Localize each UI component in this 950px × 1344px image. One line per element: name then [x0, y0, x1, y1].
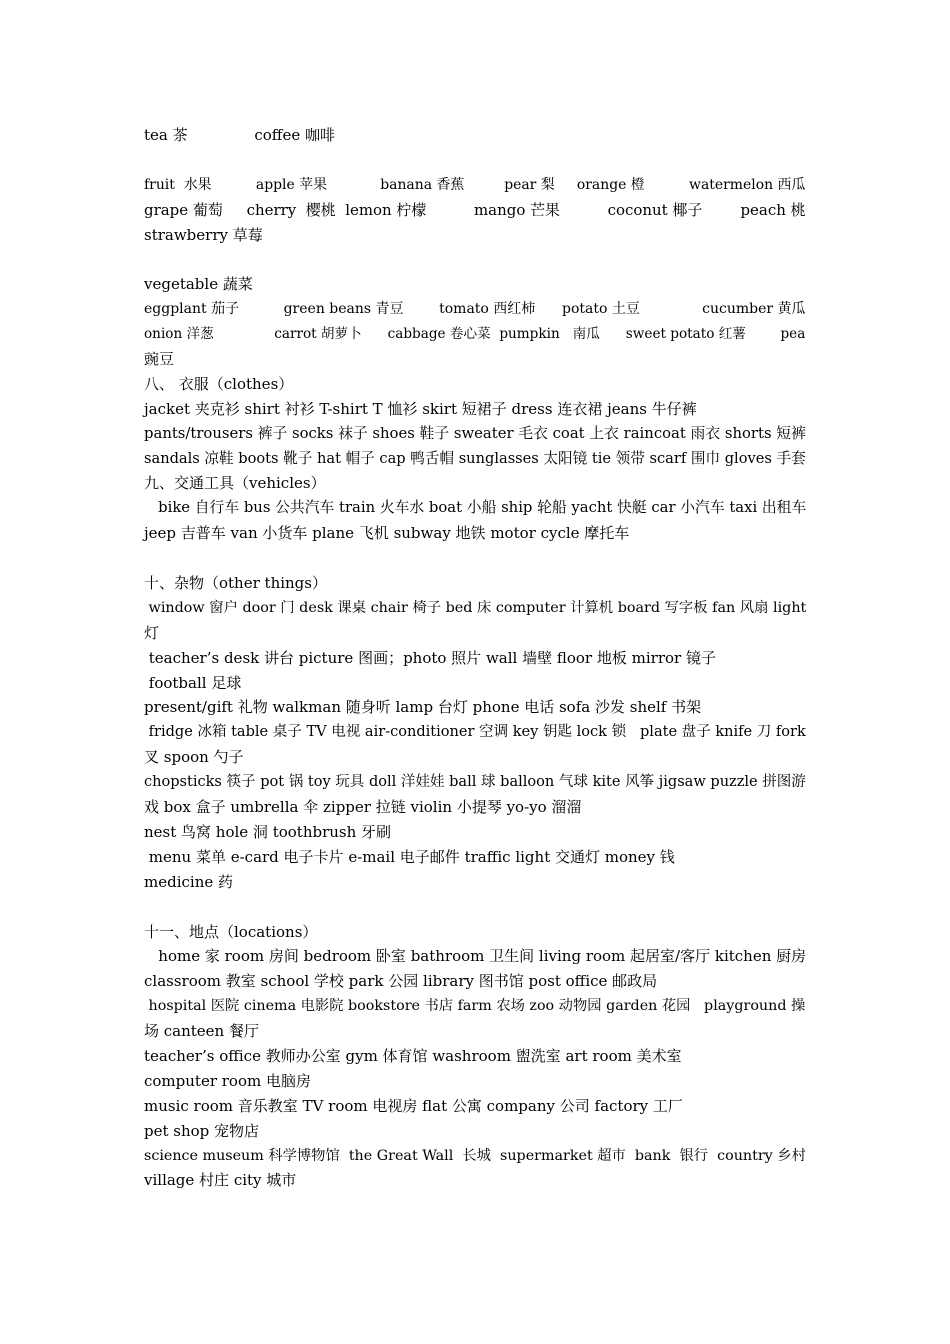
other-things-line: 灯 — [144, 623, 160, 642]
blank-line — [144, 546, 806, 571]
locations-line: music room 音乐教室 TV room 电视房 flat 公寓 company 公司 factory 工厂 — [144, 1096, 683, 1115]
locations-line: home 家 room 房间 bedroom 卧室 bathroom 卫生间 living room 起居室/客厅 kitchen 厨房 — [144, 947, 807, 966]
other-things-line: medicine 药 — [144, 872, 234, 891]
fruit-line: grape 葡萄 cherry 樱桃 lemon 柠檬 mango 芒果 coconut 椰子 peach 桃 — [144, 200, 806, 219]
clothes-heading: 八、 衣服（clothes） — [144, 374, 294, 393]
other-things-line: football 足球 — [144, 673, 242, 692]
vegetable-line: onion 洋葱 carrot 胡萝卜 cabbage 卷心菜 pumpkin 南瓜 sweet potato 红薯 pea — [144, 326, 806, 343]
locations-line: 场 canteen 餐厅 — [144, 1022, 259, 1041]
blank-line — [144, 247, 806, 272]
blank-line — [144, 148, 806, 173]
locations-line: pet shop 宠物店 — [144, 1121, 260, 1140]
other-things-line: window 窗户 door 门 desk 课桌 chair 椅子 bed 床 computer 计算机 board 写字板 fan 风扇 light — [144, 599, 807, 616]
clothes-line: pants/trousers 裤子 socks 袜子 shoes 鞋子 sweater 毛衣 coat 上衣 raincoat 雨衣 shorts 短裤 — [144, 424, 806, 442]
locations-line: hospital 医院 cinema 电影院 bookstore 书店 farm 农场 zoo 动物园 garden 花园 playground 操 — [144, 998, 806, 1015]
locations-line: computer room 电脑房 — [144, 1071, 311, 1090]
other-things-line: 戏 box 盒子 umbrella 伞 zipper 拉链 violin 小提琴 yo-yo 溜溜 — [144, 798, 582, 817]
vegetable-line: eggplant 茄子 green beans 青豆 tomato 西红柿 potato 土豆 cucumber 黄瓜 — [144, 301, 806, 318]
other-things-line: menu 菜单 e-card 电子卡片 e-mail 电子邮件 traffic light 交通灯 money 钱 — [144, 847, 675, 866]
locations-line: teacher’s office 教师办公室 gym 体育馆 washroom 盥洗室 art room 美术室 — [144, 1046, 682, 1065]
clothes-line: jacket 夹克衫 shirt 衬衫 T-shirt T 恤衫 skirt 短裙子 dress 连衣裙 jeans 牛仔裤 — [144, 399, 697, 418]
vegetable-line: 豌豆 — [144, 350, 175, 369]
vocabulary-list — [144, 123, 806, 1193]
vehicles-line: jeep 吉普车 van 小货车 plane 飞机 subway 地铁 motor cycle 摩托车 — [144, 524, 630, 543]
fruit-line: strawberry 草莓 — [144, 225, 263, 244]
locations-heading: 十一、地点（locations） — [144, 922, 318, 941]
vehicles-line: bike 自行车 bus 公共汽车 train 火车水 boat 小船 ship 轮船 yacht 快艇 car 小汽车 taxi 出租车 — [144, 499, 807, 517]
other-things-line: fridge 冰箱 table 桌子 TV 电视 air-conditioner 空调 key 钥匙 lock 锁 plate 盘子 knife 刀 fork — [144, 724, 806, 741]
locations-line: village 村庄 city 城市 — [144, 1171, 297, 1190]
other-things-line: teacher’s desk 讲台 picture 图画；photo 照片 wall 墙壁 floor 地板 mirror 镜子 — [144, 648, 716, 667]
locations-line: classroom 教室 school 学校 park 公园 library 图书馆 post office 邮政局 — [144, 972, 658, 991]
vegetable-heading: vegetable 蔬菜 — [144, 275, 253, 294]
locations-line: science museum 科学博物馆 the Great Wall 长城 supermarket 超市 bank 银行 country 乡村 — [144, 1147, 806, 1164]
vehicles-heading: 九、交通工具（vehicles） — [144, 474, 326, 493]
other-things-line: nest 鸟窝 hole 洞 toothbrush 牙刷 — [144, 822, 392, 841]
clothes-line: sandals 凉鞋 boots 靴子 hat 帽子 cap 鸭舌帽 sunglasses 太阳镜 tie 领带 scarf 围巾 gloves 手套 — [144, 449, 806, 467]
other-things-line: 叉 spoon 勺子 — [144, 748, 244, 767]
blank-line — [144, 895, 806, 920]
drinks-line: tea 茶 coffee 咖啡 — [144, 126, 335, 144]
other-things-heading: 十、杂物（other things） — [144, 574, 327, 593]
other-things-line: chopsticks 筷子 pot 锅 toy 玩具 doll 洋娃娃 ball 球 balloon 气球 kite 风筝 jigsaw puzzle 拼图游 — [144, 774, 806, 791]
other-things-line: present/gift 礼物 walkman 随身听 lamp 台灯 phone 电话 sofa 沙发 shelf 书架 — [144, 698, 702, 717]
fruit-line: fruit 水果 apple 苹果 banana 香蕉 pear 梨 orange 橙 watermelon 西瓜 — [144, 176, 806, 193]
